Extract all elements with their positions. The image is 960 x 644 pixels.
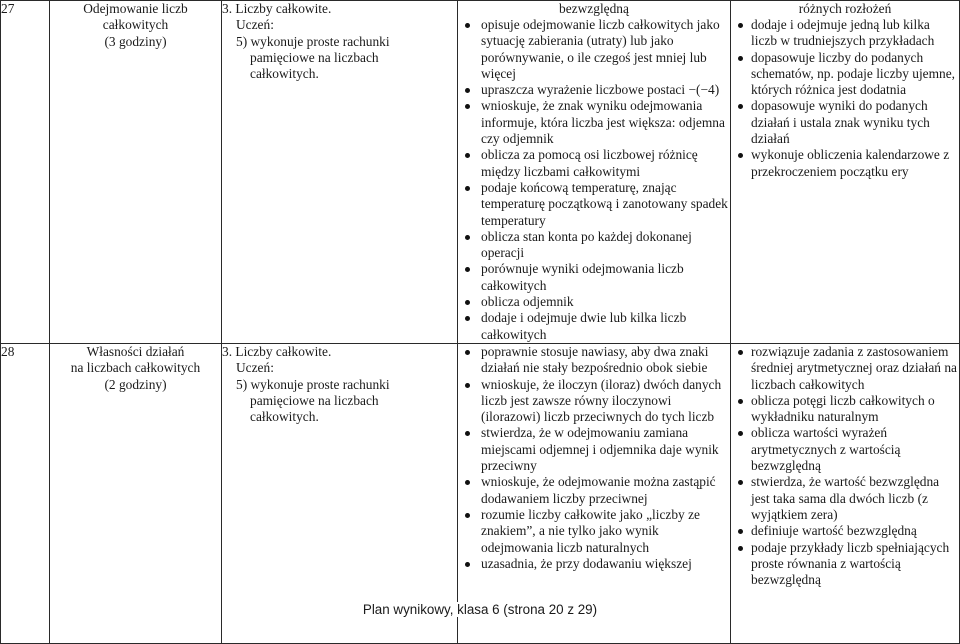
list-item: rozumie liczby całkowite jako „liczby ze znakiem”, a nie tylko jako wynik odejmowania liczb naturalnych	[481, 507, 728, 556]
requirement-line: 5) wykonuje proste rachunki	[236, 376, 390, 392]
table-row	[1, 1, 960, 344]
list-item: opisuje odejmowanie liczb całkowitych jako sytuację zabierania (utraty) lub jako porównywanie, o ile czegoś jest mniej lub więcej	[481, 17, 728, 82]
topic-line: Własności działań	[86, 343, 185, 359]
list-item: dopasowuje wyniki do podanych działań i ustala znak wyniku tych działań	[751, 98, 957, 147]
topic-line: (3 godziny)	[104, 33, 167, 49]
basic-requirements	[458, 1, 731, 344]
page-footer	[0, 602, 960, 618]
topic-line: na liczbach całkowitych	[70, 360, 201, 376]
lesson-number: 27	[1, 1, 50, 344]
list-item: oblicza wartości wyrażeń arytmetycznych z wartością bezwzględną	[751, 425, 957, 474]
list-item: wnioskuje, że odejmowanie można zastąpić dodawaniem liczby przeciwnej	[481, 474, 728, 507]
continued-text: bezwzględną	[559, 1, 629, 16]
basic-list	[458, 344, 730, 572]
topic-line: (2 godziny)	[104, 376, 167, 392]
basic-requirements	[458, 343, 731, 643]
continued-text: różnych rozłożeń	[798, 1, 892, 16]
requirement-line: 5) wykonuje proste rachunki	[236, 33, 390, 49]
list-item: stwierdza, że wartość bezwzględna jest taka sama dla dwóch liczb (z wyjątkiem zera)	[751, 474, 957, 523]
topic-line: Odejmowanie liczb	[83, 1, 188, 16]
list-item: oblicza stan konta po każdej dokonanej operacji	[481, 229, 728, 262]
list-item: oblicza za pomocą osi liczbowej różnicę między liczbami całkowitymi	[481, 147, 728, 180]
lesson-topic	[50, 1, 222, 344]
list-item: oblicza potęgi liczb całkowitych o wykładniku naturalnym	[751, 393, 957, 426]
requirement-line: całkowitych.	[250, 409, 319, 425]
extended-requirements	[731, 1, 960, 344]
curriculum-requirement	[222, 1, 458, 344]
list-item: upraszcza wyrażenie liczbowe postaci −(−4)	[481, 82, 728, 98]
list-item: definiuje wartość bezwzględną	[751, 523, 957, 539]
requirement-line: Uczeń:	[236, 17, 274, 33]
list-item: poprawnie stosuje nawiasy, aby dwa znaki działań nie stały bezpośrednio obok siebie	[481, 344, 728, 377]
list-item: dodaje i odejmuje dwie lub kilka liczb całkowitych	[481, 310, 728, 343]
topic-line: całkowitych	[102, 17, 169, 33]
list-item: wykonuje obliczenia kalendarzowe z przekroczeniem początku ery	[751, 147, 957, 180]
table-row	[1, 343, 960, 643]
list-item: dopasowuje liczby do podanych schematów, np. podaje liczby ujemne, których różnica jest dodatnia	[751, 49, 956, 98]
requirement-line: 3. Liczby całkowite.	[222, 343, 332, 359]
list-item: porównuje wyniki odejmowania liczb całkowitych	[481, 261, 728, 294]
list-item: podaje przykłady liczb spełniających proste równania z wartością bezwzględną	[751, 540, 957, 589]
lesson-number: 28	[1, 343, 50, 643]
requirement-line: pamięciowe na liczbach	[250, 392, 379, 408]
list-item: stwierdza, że w odejmowaniu zamiana miejscami odjemnej i odjemnika daje wynik przeciwny	[481, 425, 728, 474]
extended-requirements	[731, 343, 960, 643]
requirement-line: pamięciowe na liczbach	[250, 49, 379, 65]
list-item: oblicza odjemnik	[481, 294, 728, 310]
list-item: podaje końcową temperaturę, znając temperaturę początkową i zanotowany spadek temperatury	[481, 179, 728, 228]
requirement-line: Uczeń:	[236, 360, 274, 376]
list-item: dodaje i odejmuje jedną lub kilka liczb w trudniejszych przykładach	[751, 17, 957, 50]
curriculum-requirement	[222, 343, 458, 643]
list-item: wnioskuje, że iloczyn (iloraz) dwóch danych liczb jest zawsze równy iloczynowi (ilorazowi) liczb przeciwnych do tych liczb	[481, 377, 728, 426]
requirement-line: 3. Liczby całkowite.	[222, 1, 332, 16]
list-item: rozwiązuje zadania z zastosowaniem średniej arytmetycznej oraz działań na liczbach całkowitych	[751, 343, 957, 392]
list-item: wnioskuje, że znak wyniku odejmowania informuje, która liczba jest większa: odjemna czy odjemnik	[481, 98, 728, 147]
basic-list	[458, 17, 730, 343]
list-item: uzasadnia, że przy dodawaniu większej	[481, 556, 728, 572]
extended-list	[731, 344, 959, 588]
lesson-topic	[50, 343, 222, 643]
requirement-line: całkowitych.	[250, 66, 319, 82]
extended-list	[731, 17, 959, 180]
footer-text: Plan wynikowy, klasa 6 (strona 20 z 29)	[362, 602, 598, 617]
